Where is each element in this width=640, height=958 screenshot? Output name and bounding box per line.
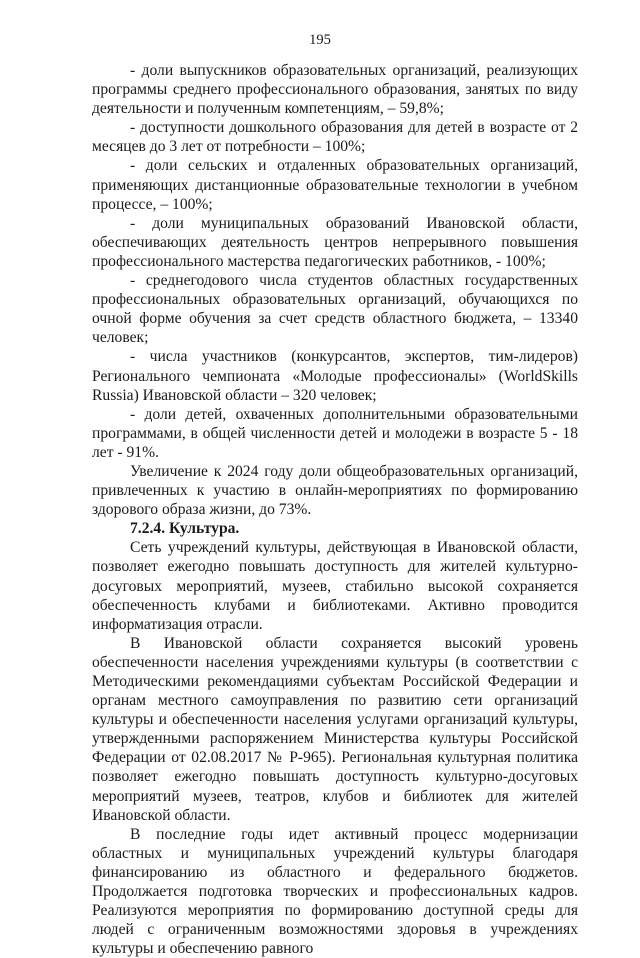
page-number: 195 xyxy=(309,32,331,48)
list-item-preschool-access: - доступности дошкольного образования для детей в возрасте от 2 месяцев до 3 лет от потребности – 100%; xyxy=(92,119,578,156)
paragraph-healthy-lifestyle: Увеличение к 2024 году доли общеобразовательных организаций, привлеченных к участию в онлайн-мероприятиях по формированию здорового образа жизни, до 73%. xyxy=(92,462,578,519)
list-item-graduates-employment: - доли выпускников образовательных организаций, реализующих программы среднего профессионального образования, занятых по виду деятельности и полученным компетенциям, – 59,8%; xyxy=(92,62,578,118)
list-item-student-count: - среднегодового числа студентов областных государственных профессиональных образовательных организаций, обучающихся по очной форме обучения за счет средств областного бюджета, – 13340 человек; xyxy=(92,272,578,347)
paragraph-culture-provision: В Ивановской области сохраняется высокий уровень обеспеченности населения учреждениями культуры (в соответствии с Методическими рекомендациями субъектам Российской Федерации и органам местного самоуправления по развитию сети организаций культуры и обеспеченности населения услугами организаций культуры, утвержденными распоряжением Министерства культуры Российской Федерации от 02.08.2017 № Р-965). Региональная культурная политика позволяет ежегодно повышать доступность культурно-досуговых мероприятий музеев, театров, клубов и библиотек для жителей Ивановской области. xyxy=(92,634,578,824)
paragraph-culture-network: Сеть учреждений культуры, действующая в Ивановской области, позволяет ежегодно повышать доступность для жителей культурно-досуговых мероприятий, музеев, стабильно высокой сохраняется обеспеченность клубами и библиотеками. Активно проводится информатизация отрасли. xyxy=(92,539,578,633)
list-item-worldskills-participants: - числа участников (конкурсантов, экспертов, тим-лидеров) Регионального чемпионата «Молодые профессионалы» (WorldSkills Russia) Ивановской области – 320 человек; xyxy=(92,348,578,404)
list-item-additional-education: - доли детей, охваченных дополнительными образовательными программами, в общей численности детей и молодежи в возрасте 5 - 18 лет - 91%. xyxy=(92,405,578,461)
list-item-municipal-training-centers: - доли муниципальных образований Ивановской области, обеспечивающих деятельность центров непрерывного повышения профессионального мастерства педагогических работников, - 100%; xyxy=(92,214,578,270)
list-item-rural-distance-learning: - доли сельских и отдаленных образовательных организаций, применяющих дистанционные образовательные технологии в учебном процессе, – 100%; xyxy=(92,157,578,213)
paragraph-culture-modernization: В последние годы идет активный процесс модернизации областных и муниципальных учреждений культуры благодаря финансированию из областного и федерального бюджетов. Продолжается подготовка творческих и профессиональных кадров. Реализуются мероприятия по формированию доступной среды для людей с ограниченным возможностями здоровья в учреждениях культуры и обеспечению равного xyxy=(92,825,578,958)
section-heading-culture: 7.2.4. Культура. xyxy=(130,520,240,538)
document-body xyxy=(92,61,578,958)
